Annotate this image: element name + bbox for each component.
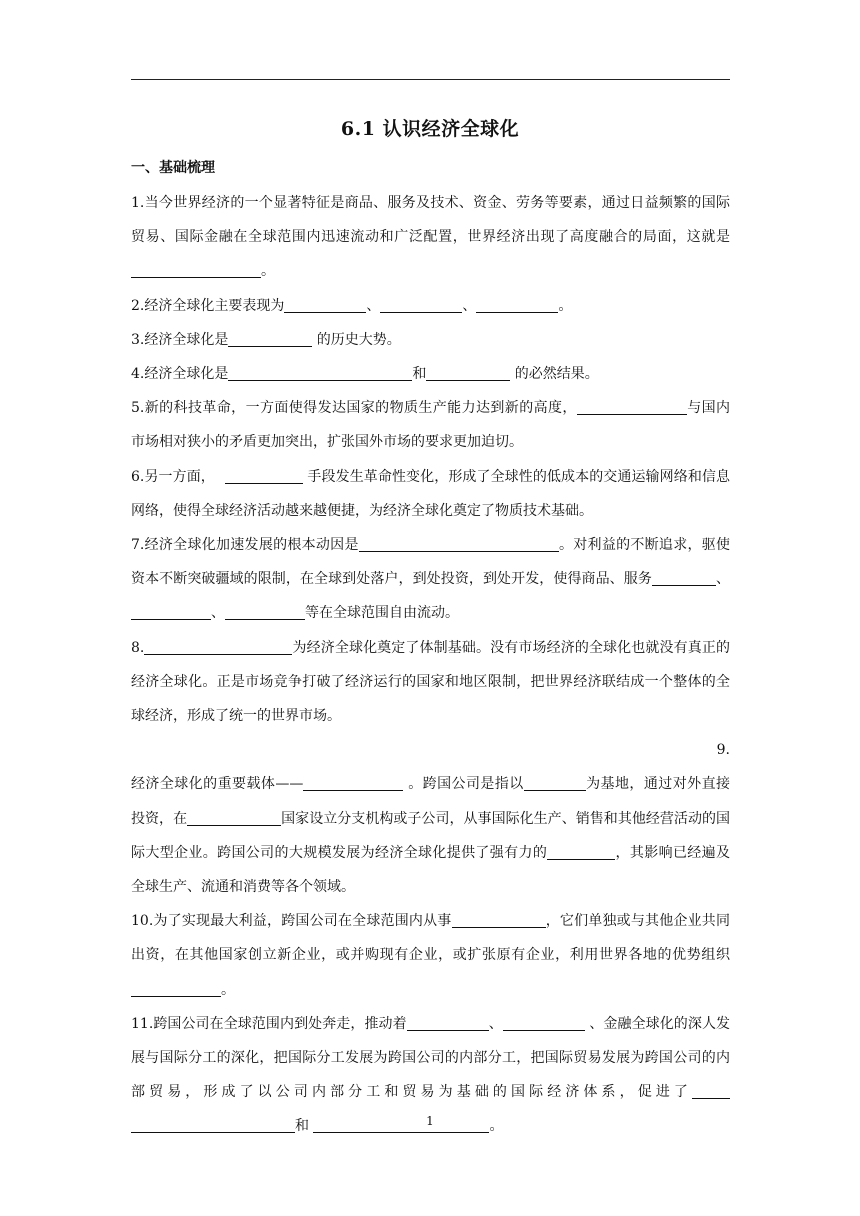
- answer-blank[interactable]: [452, 913, 546, 928]
- question-7-end: 等在全球范围自由流动。: [305, 605, 459, 622]
- answer-blank[interactable]: [577, 400, 687, 415]
- question-5-text: 5.新的科技革命，一方面使得发达国家的物质生产能力达到新的高度，: [131, 400, 577, 417]
- question-5-end: 与国内市场相对狭小的矛盾更加突出，扩张国外市场的要求更加迫切。: [131, 400, 731, 451]
- question-9-part-d: 国家设立分支机构或子公司，从事国际化生产、销售和其他经营活动的国际大型企业。跨国公司的大规模发展为经济全球化提供了强有力的: [131, 810, 731, 861]
- question-8-text: 为经济全球化奠定了体制基础。没有市场经济的全球化也就没有真正的经济全球化。正是市场竞争打破了经济运行的国家和地区限制，把世界经济联结成一个整体的全球经济，形成了统一的世界市场。: [131, 639, 730, 725]
- answer-blank[interactable]: [426, 366, 510, 381]
- answer-blank[interactable]: [652, 571, 716, 586]
- question-1-text: 1.当今世界经济的一个显著特征是商品、服务及技术、资金、劳务等要素，通过日益频繁的国际贸易、国际金融在全球范围内迅速流动和广泛配置，世界经济出现了高度融合的局面，这就是: [131, 195, 730, 246]
- question-9: [131, 767, 730, 904]
- question-5: [131, 391, 730, 459]
- answer-blank[interactable]: [503, 1016, 585, 1031]
- separator: 、: [462, 297, 477, 314]
- question-9-end: ，其影响已经遍及全球生产、流通和消费等各个领域。: [131, 844, 730, 896]
- answer-blank[interactable]: [131, 605, 211, 620]
- separator: 、: [366, 297, 381, 314]
- answer-blank[interactable]: [225, 469, 303, 484]
- answer-blank[interactable]: [228, 366, 412, 381]
- question-3-end: 的历史大势。: [312, 331, 401, 348]
- question-9-number-row: [131, 733, 730, 767]
- answer-blank[interactable]: [692, 1084, 730, 1099]
- answer-blank[interactable]: [524, 776, 586, 791]
- question-3: [131, 323, 730, 357]
- question-9-number: 9.: [716, 742, 730, 759]
- answer-blank[interactable]: [284, 298, 366, 313]
- header-rule: [131, 79, 730, 80]
- answer-blank[interactable]: [380, 298, 462, 313]
- question-1: [131, 186, 730, 289]
- answer-blank[interactable]: [303, 776, 403, 791]
- question-list: [131, 186, 730, 1144]
- question-10-end: 。: [221, 981, 235, 998]
- answer-blank[interactable]: [187, 811, 281, 826]
- question-4-end: 的必然结果。: [510, 366, 599, 383]
- question-3-text: 3.经济全球化是: [131, 331, 229, 348]
- question-2-end: 。: [558, 297, 573, 314]
- question-6: [131, 460, 730, 528]
- section-heading: 一、基础梳理: [131, 160, 215, 176]
- answer-blank[interactable]: [547, 845, 615, 860]
- question-7: [131, 528, 730, 631]
- question-6-text: 6.另一方面，: [131, 468, 215, 485]
- answer-blank[interactable]: [225, 605, 305, 620]
- separator: 、: [715, 571, 731, 588]
- answer-blank[interactable]: [476, 298, 558, 313]
- page-title: 6.1 认识经济全球化: [340, 118, 520, 140]
- question-9-text: 经济全球化的重要载体——: [131, 776, 304, 793]
- answer-blank[interactable]: [131, 263, 261, 278]
- answer-blank[interactable]: [228, 332, 312, 347]
- question-7-text: 7.经济全球化加速发展的根本动因是: [131, 537, 359, 554]
- question-6-end: 手段发生革命性变化，形成了全球性的低成本的交通运输网络和信息网络，使得全球经济活动越来越便捷，为经济全球化奠定了物质技术基础。: [131, 468, 730, 519]
- question-11-text: 11.跨国公司在全球范围内到处奔走，推动着: [131, 1015, 407, 1032]
- page-number: 1: [426, 1114, 434, 1128]
- question-2-text: 2.经济全球化主要表现为: [131, 297, 285, 314]
- question-7-middle: 。对利益的不断追求，驱使资本不断突破疆域的限制，在全球到处落户，到处投资，到处开发，使得商品、服务: [131, 537, 731, 588]
- answer-blank[interactable]: [359, 537, 559, 552]
- question-11-end: 。: [489, 1118, 504, 1135]
- question-1-end: 。: [261, 263, 275, 280]
- separator: 和: [295, 1118, 314, 1135]
- question-11-middle: 、金融全球化的深人发展与国际分工的深化，把国际分工发展为跨国公司的内部分工，把国际贸易发展为跨国公司的内部贸易，形成了以公司内部分工和贸易为基础的国际经济体系，促进了: [131, 1015, 731, 1101]
- question-8: [131, 631, 730, 734]
- question-4: [131, 357, 730, 391]
- question-9-part-c: 为基地，通过对外直接投资，在: [131, 776, 730, 827]
- question-9-part-b: 。跨国公司是指以: [403, 776, 524, 793]
- answer-blank[interactable]: [407, 1016, 489, 1031]
- separator: 、: [488, 1015, 503, 1032]
- separator: 和: [412, 366, 427, 383]
- question-2: [131, 289, 730, 323]
- question-4-text: 4.经济全球化是: [131, 366, 229, 383]
- question-8-number: 8.: [131, 639, 145, 656]
- question-10-middle: ，它们单独或与其他企业共同出资，在其他国家创立新企业，或并购现有企业，或扩张原有企业，利用世界各地的优势组织: [131, 913, 731, 964]
- question-10: [131, 904, 730, 1007]
- answer-blank[interactable]: [131, 982, 221, 997]
- separator: 、: [211, 605, 225, 622]
- answer-blank[interactable]: [144, 640, 292, 655]
- question-10-text: 10.为了实现最大利益，跨国公司在全球范围内从事: [131, 913, 452, 930]
